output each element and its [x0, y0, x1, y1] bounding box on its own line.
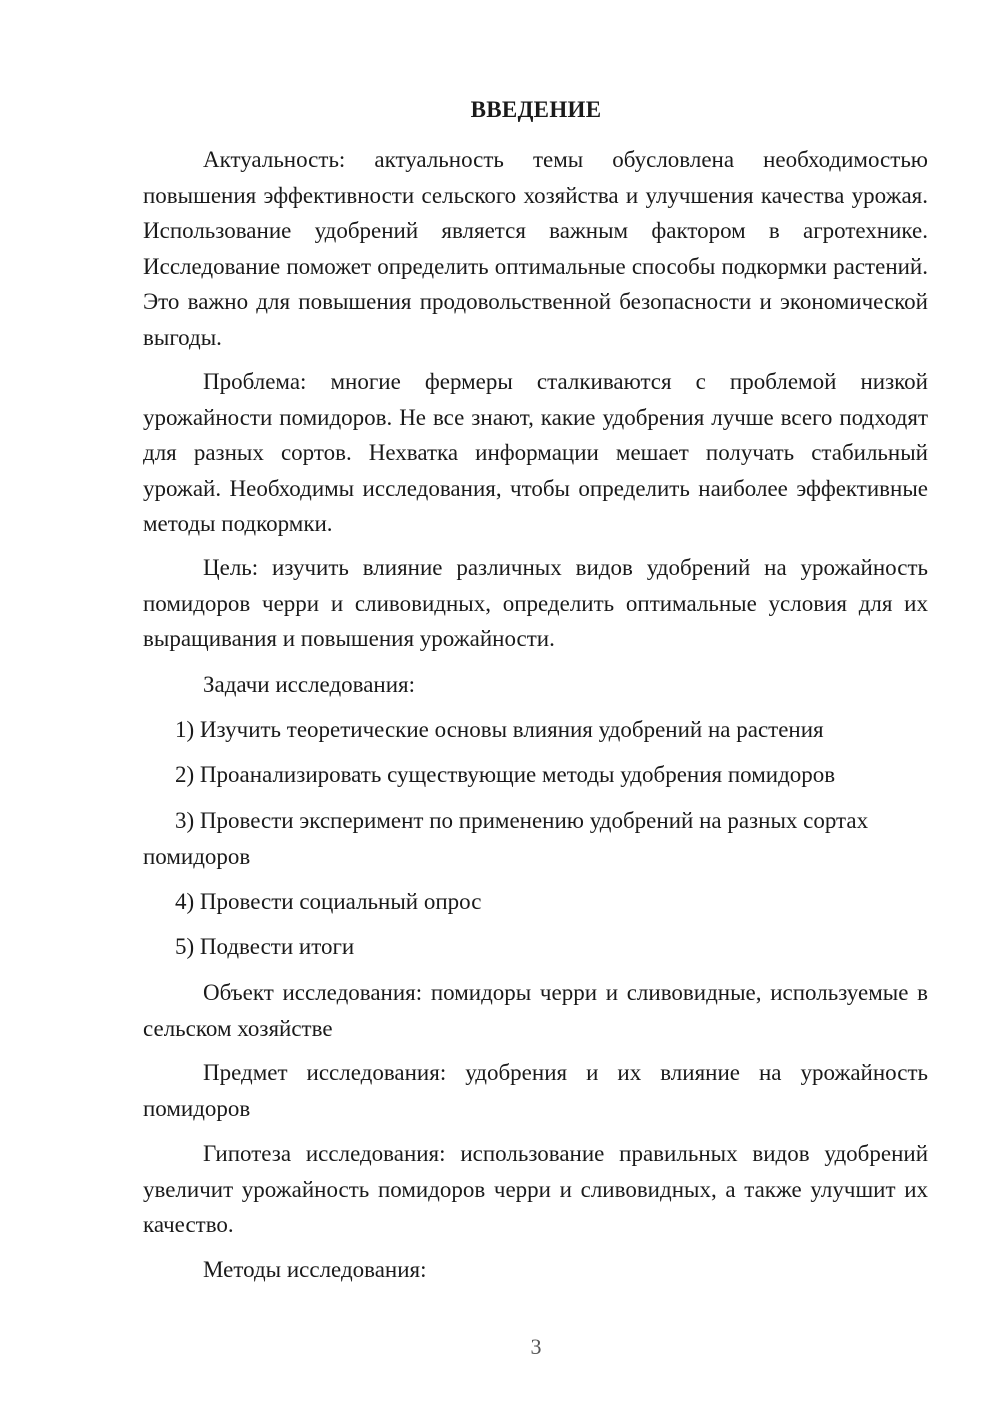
task-item-1: 1) Изучить теоретические основы влияния удобрений на растения: [175, 717, 824, 742]
paragraph-goal: Цель: изучить влияние различных видов удобрений на урожайность помидоров черри и сливовидных, определить оптимальные условия для их выращивания и повышения урожайности.: [143, 555, 928, 651]
paragraph-problem: Проблема: многие фермеры сталкиваются с проблемой низкой урожайности помидоров. Не все знают, какие удобрения лучше всего подходят для разных сортов. Нехватка информации мешает получать стабильный урожай. Необходимы исследования, чтобы определить наиболее эффективные методы подкормки.: [143, 369, 928, 536]
paragraph-object: Объект исследования: помидоры черри и сливовидные, используемые в сельском хозяйстве: [143, 980, 928, 1041]
page-title: ВВЕДЕНИЕ: [470, 97, 602, 122]
task-item-3: 3) Провести эксперимент по применению удобрений на разных сортах помидоров: [143, 808, 869, 869]
task-item-4: 4) Провести социальный опрос: [175, 889, 482, 914]
page-number: 3: [530, 1334, 542, 1359]
paragraph-subject: Предмет исследования: удобрения и их влияние на урожайность помидоров: [143, 1060, 928, 1121]
paragraph-hypothesis: Гипотеза исследования: использование правильных видов удобрений увеличит урожайность помидоров черри и сливовидных, а также улучшит их качество.: [143, 1141, 928, 1237]
task-item-2: 2) Проанализировать существующие методы удобрения помидоров: [175, 762, 836, 787]
task-item-5: 5) Подвести итоги: [175, 934, 355, 959]
tasks-title: Задачи исследования:: [203, 672, 416, 697]
methods-title: Методы исследования:: [203, 1257, 427, 1282]
paragraph-relevance: Актуальность: актуальность темы обусловлена необходимостью повышения эффективности сельского хозяйства и улучшения качества урожая. Использование удобрений является важным фактором в агротехнике. Исследование поможет определить оптимальные способы подкормки растений. Это важно для повышения продовольственной безопасности и экономической выгоды.: [143, 147, 928, 350]
